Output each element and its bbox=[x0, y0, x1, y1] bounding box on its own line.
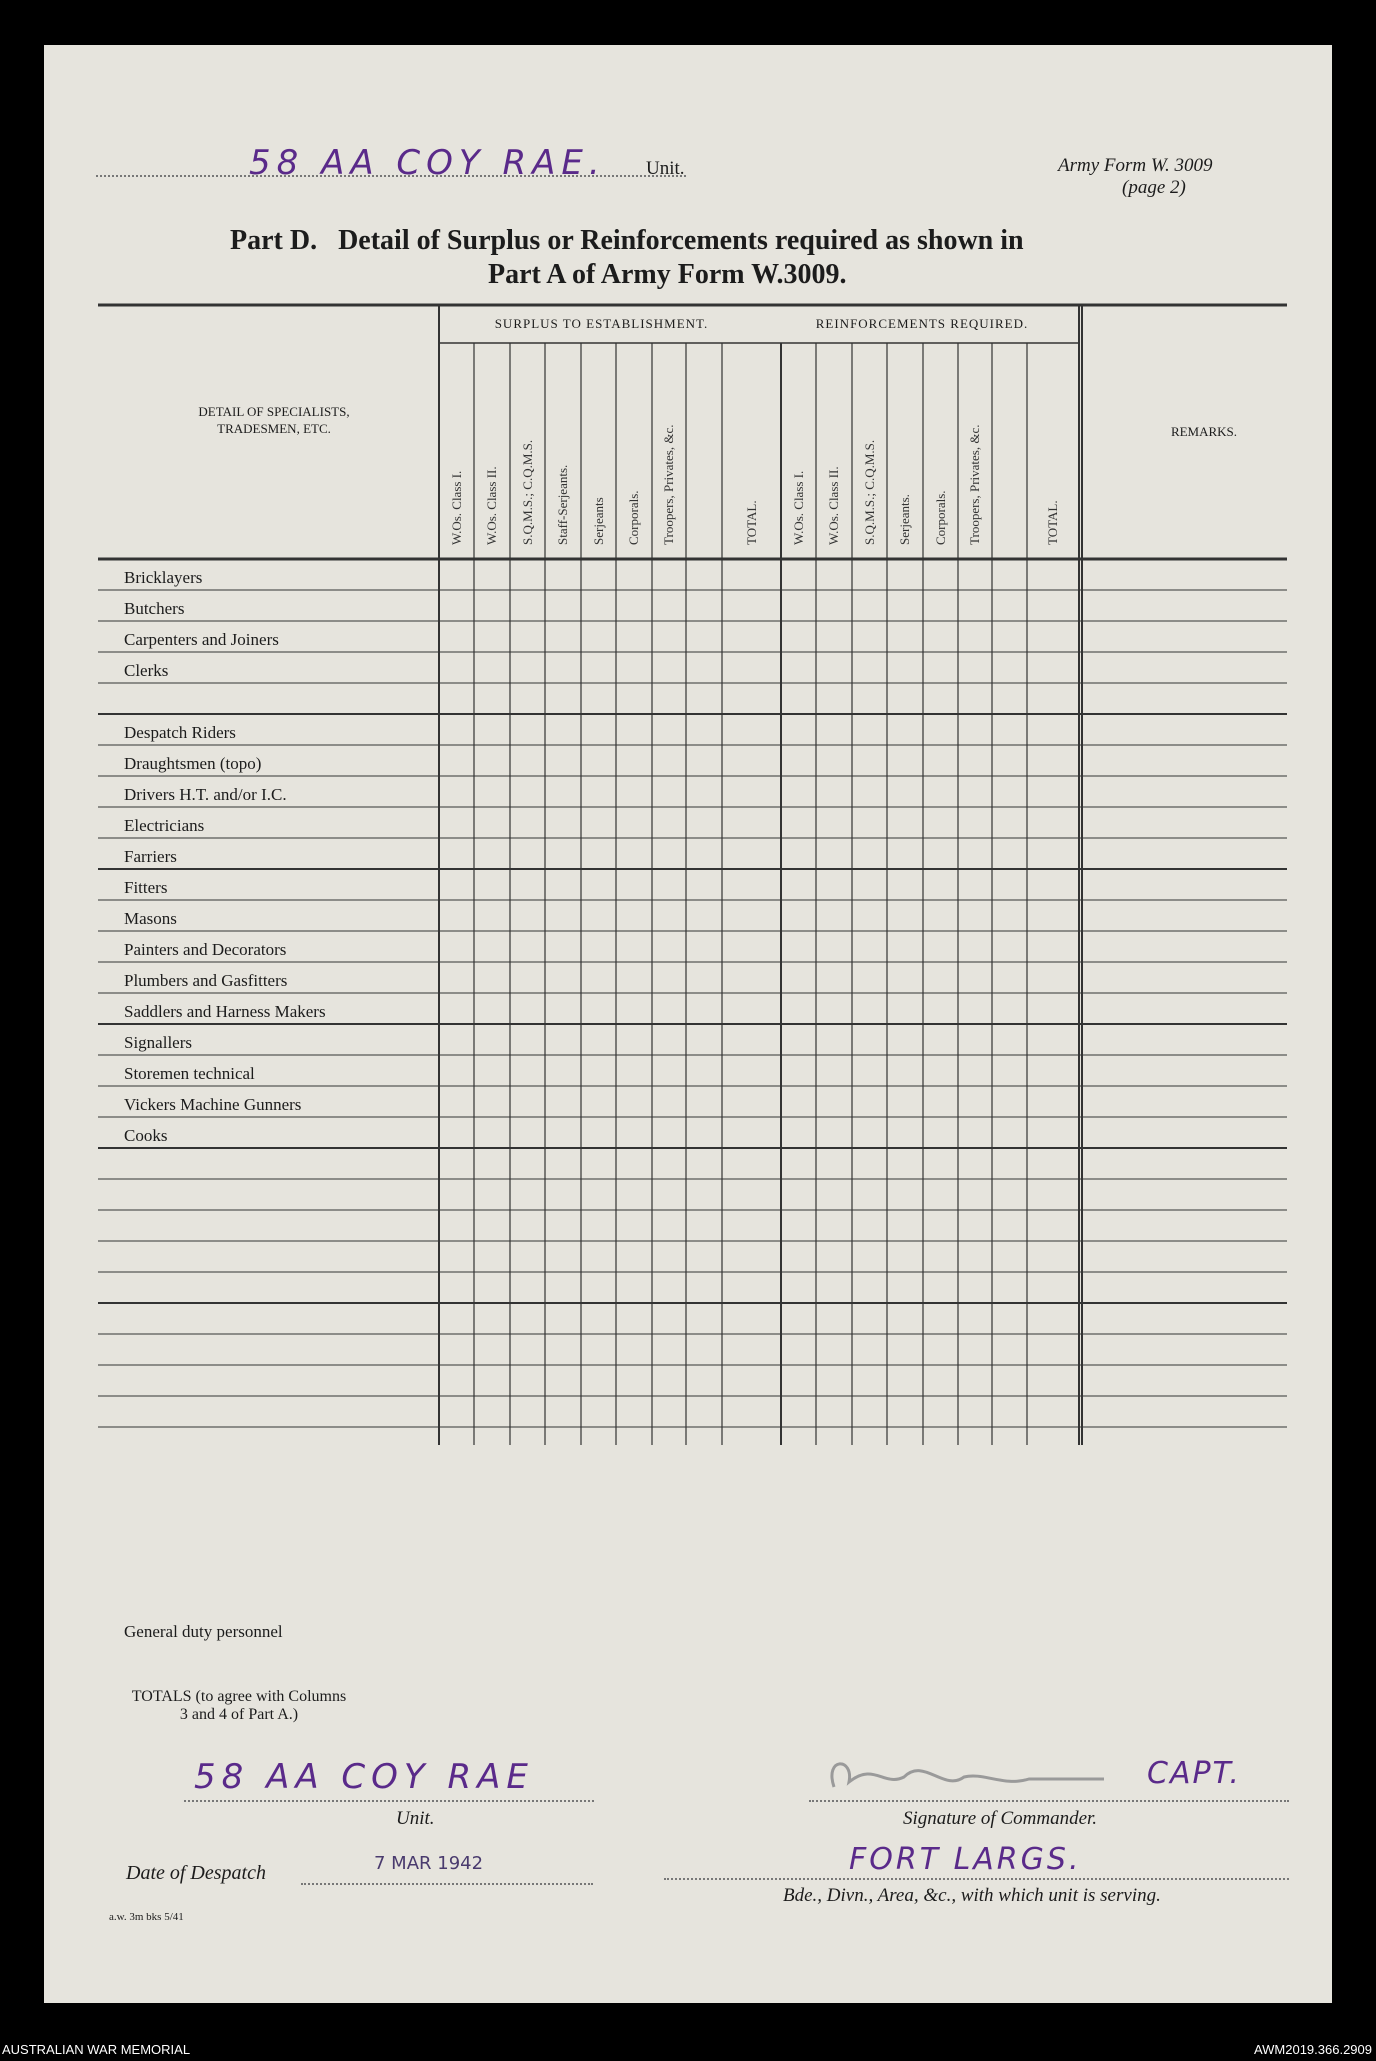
location-label: Bde., Divn., Area, &c., with which unit is serving. bbox=[783, 1885, 1161, 1906]
table-grid bbox=[44, 45, 1332, 1445]
form-page bbox=[44, 45, 1332, 2003]
row-label: Bricklayers bbox=[124, 568, 203, 587]
date-line bbox=[301, 1883, 593, 1885]
column-header: W.Os. Class II. bbox=[826, 466, 841, 545]
column-header: Serjeants. bbox=[897, 494, 912, 545]
reinforcements-header: REINFORCEMENTS REQUIRED. bbox=[815, 316, 1029, 331]
archive-id: AWM2019.366.2909 bbox=[1253, 2042, 1372, 2057]
location-line bbox=[664, 1878, 1289, 1880]
column-header: TOTAL. bbox=[1045, 500, 1060, 545]
row-label: Plumbers and Gasfitters bbox=[124, 971, 288, 990]
date-label: Date of Despatch bbox=[126, 1862, 266, 1884]
column-header: Staff-Serjeants. bbox=[555, 464, 570, 545]
column-header: Troopers, Privates, &c. bbox=[661, 424, 676, 545]
army-form-label: Army Form W. 3009 bbox=[1058, 155, 1213, 176]
form-title-line2: Part A of Army Form W.3009. bbox=[488, 259, 847, 290]
row-label: Clerks bbox=[124, 661, 169, 680]
row-label: Masons bbox=[124, 909, 177, 928]
column-header: S.Q.M.S.; C.Q.M.S. bbox=[861, 439, 877, 545]
column-header: Troopers, Privates, &c. bbox=[967, 424, 982, 545]
detail-header-line2: TRADESMEN, ETC. bbox=[217, 421, 331, 436]
totals-label-line2: 3 and 4 of Part A.) bbox=[179, 1706, 299, 1723]
row-label: Drivers H.T. and/or I.C. bbox=[124, 785, 287, 804]
form-title-line1: Part D. Detail of Surplus or Reinforcements required as shown in bbox=[230, 225, 1024, 256]
row-label: Butchers bbox=[124, 599, 185, 618]
signature-rank: CAPT. bbox=[1147, 1756, 1241, 1791]
remarks-header: REMARKS. bbox=[1170, 424, 1238, 439]
row-label: Despatch Riders bbox=[124, 723, 236, 742]
signature-label: Signature of Commander. bbox=[903, 1808, 1098, 1829]
column-header: W.Os. Class I. bbox=[790, 470, 806, 545]
row-label: Electricians bbox=[124, 816, 205, 835]
row-label: Farriers bbox=[124, 847, 177, 866]
column-header: Corporals. bbox=[932, 490, 948, 545]
print-code: a.w. 3m bks 5/41 bbox=[109, 1911, 184, 1923]
totals-label-line1: TOTALS (to agree with Columns bbox=[131, 1688, 347, 1705]
column-header: W.Os. Class I. bbox=[448, 470, 464, 545]
surplus-header: SURPLUS TO ESTABLISHMENT. bbox=[494, 316, 709, 331]
location-handwritten: FORT LARGS. bbox=[849, 1842, 1082, 1877]
row-label: Fitters bbox=[124, 878, 168, 897]
date-stamp: 7 MAR 1942 bbox=[374, 1853, 484, 1874]
footer-unit-line bbox=[184, 1800, 594, 1802]
footer-unit-label: Unit. bbox=[396, 1808, 435, 1829]
unit-handwritten: 58 AA COY RAE. bbox=[249, 143, 606, 183]
row-label: Saddlers and Harness Makers bbox=[124, 1002, 326, 1021]
row-label: Storemen technical bbox=[124, 1064, 255, 1083]
row-label: Draughtsmen (topo) bbox=[124, 754, 262, 773]
row-label: Signallers bbox=[124, 1033, 192, 1052]
column-header: S.Q.M.S.; C.Q.M.S. bbox=[519, 439, 535, 545]
unit-label: Unit. bbox=[646, 158, 685, 179]
row-label: Cooks bbox=[124, 1126, 168, 1145]
signature-line bbox=[809, 1800, 1289, 1802]
row-label: Carpenters and Joiners bbox=[124, 630, 279, 649]
row-label: Vickers Machine Gunners bbox=[124, 1095, 302, 1114]
archive-bar bbox=[0, 2040, 1376, 2061]
row-label: General duty personnel bbox=[124, 1622, 283, 1641]
signature-scribble bbox=[814, 1747, 1114, 1807]
column-header: Serjeants bbox=[590, 497, 606, 545]
column-header: W.Os. Class II. bbox=[484, 466, 499, 545]
row-label: Painters and Decorators bbox=[124, 940, 287, 959]
column-header: Corporals. bbox=[626, 490, 641, 545]
footer-unit-handwritten: 58 AA COY RAE bbox=[194, 1757, 534, 1797]
archive-name: AUSTRALIAN WAR MEMORIAL bbox=[2, 2042, 191, 2057]
page-reference: (page 2) bbox=[1122, 177, 1186, 198]
column-header: TOTAL. bbox=[743, 500, 759, 545]
detail-header-line1: DETAIL OF SPECIALISTS, bbox=[198, 404, 350, 419]
